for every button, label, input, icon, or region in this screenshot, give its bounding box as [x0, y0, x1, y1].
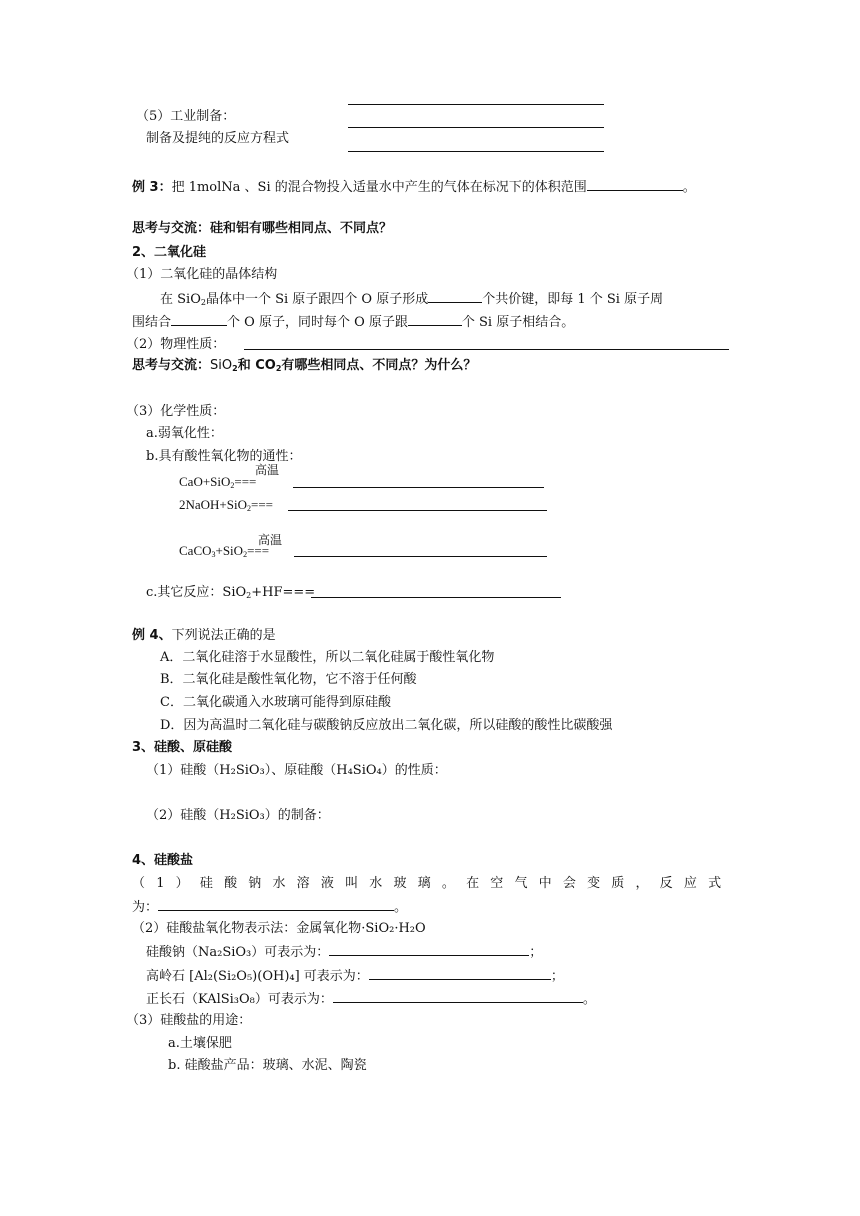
- section-2-p3: （3）化学性质：: [126, 404, 226, 419]
- use-b: b. 硅酸盐产品：玻璃、水泥、陶瓷: [168, 1058, 367, 1073]
- text: 个共价键，即每 1 个 Si 原子周: [482, 292, 664, 307]
- subscript: 2: [232, 364, 238, 373]
- answer-line: [293, 487, 544, 488]
- section-5-label: （5）工业制备：: [136, 109, 236, 124]
- answer-blank: [408, 312, 462, 326]
- text: 2NaOH+SiO: [179, 497, 247, 512]
- section-2-p1: （1）二氧化硅的晶体结构: [126, 267, 278, 282]
- section-4-p2: （2）硅酸盐氧化物表示法：金属氧化物·SiO₂·H₂O: [132, 921, 426, 936]
- subscript: 2: [247, 504, 251, 513]
- example-4-prefix: 例 4、: [132, 628, 172, 643]
- section-2-body-2: [132, 312, 574, 332]
- answer-blank: [428, 289, 482, 303]
- reaction-condition: 高温: [258, 533, 283, 547]
- think-label: 思考与交流：: [132, 358, 211, 373]
- answer-blank: [369, 966, 551, 980]
- text: 在 SiO: [160, 292, 201, 307]
- subscript: 2: [200, 298, 206, 307]
- section-4-p1-cont: [132, 897, 407, 917]
- equation-3: [179, 542, 269, 560]
- section-2-p2: （2）物理性质：: [126, 337, 226, 352]
- think-discuss-2: [132, 357, 476, 375]
- equation-2: [179, 496, 273, 514]
- equation-1: [179, 473, 256, 491]
- subscript: 3: [211, 550, 216, 559]
- option-c: C．二氧化碳通入水玻璃可能得到原硅酸: [160, 695, 391, 710]
- text: SiO: [210, 358, 233, 373]
- text: 和 CO: [237, 358, 276, 373]
- kaolinite: [146, 966, 564, 986]
- subscript: 2: [246, 591, 252, 600]
- text: 有哪些相同点、不同点？为什么？: [281, 358, 477, 373]
- text: CaO+SiO: [179, 474, 231, 489]
- text: 晶体中一个 Si 原子跟四个 O 原子形成: [205, 292, 429, 307]
- sodium-silicate: [146, 942, 542, 962]
- equals-sign: ===: [234, 474, 257, 489]
- property-a: a.弱氧化性：: [146, 426, 223, 441]
- answer-line: [294, 556, 547, 557]
- section-3-title: 3、硅酸、原硅酸: [132, 740, 233, 755]
- answer-blank: [171, 312, 227, 326]
- text: ；: [550, 969, 564, 984]
- option-d: D．因为高温时二氧化硅与碳酸钠反应放出二氧化碳，所以硅酸的酸性比碳酸强: [160, 718, 613, 733]
- text: +SiO: [215, 543, 244, 558]
- answer-blank: [329, 942, 529, 956]
- answer-line: [311, 597, 561, 598]
- section-5-sublabel: 制备及提纯的反应方程式: [146, 131, 290, 146]
- section-4-p3: （3）硅酸盐的用途：: [126, 1013, 252, 1028]
- section-3-p2: （2）硅酸（H₂SiO₃）的制备：: [146, 808, 330, 823]
- example-3-end: 。: [682, 180, 696, 195]
- text: 高岭石 [Al₂(Si₂O₅)(OH)₄] 可表示为：: [146, 969, 369, 984]
- orthoclase: [146, 989, 596, 1009]
- answer-blank: [158, 897, 394, 911]
- example-3: [132, 177, 696, 197]
- answer-line: [348, 151, 604, 152]
- text: CaCO: [179, 543, 212, 558]
- subscript: 2: [243, 550, 248, 559]
- text: +HF===: [251, 585, 316, 600]
- text: 正长石（KAlSi₃O₈）可表示为：: [146, 992, 333, 1007]
- answer-blank: [333, 989, 583, 1003]
- section-4-p1: （1）硅酸钠水溶液叫水玻璃。在空气中会变质，反应式: [132, 876, 733, 891]
- answer-line: [288, 510, 547, 511]
- section-2-title: 2、二氧化硅: [132, 245, 207, 260]
- option-a: A．二氧化硅溶于水显酸性，所以二氧化硅属于酸性氧化物: [160, 650, 495, 665]
- think-text: 硅和铝有哪些相同点、不同点？: [210, 221, 393, 236]
- example-4: [132, 627, 276, 645]
- text: 。: [394, 900, 408, 915]
- section-4-title: 4、硅酸盐: [132, 853, 194, 868]
- text: c.其它反应：SiO: [146, 585, 247, 600]
- option-b: B．二氧化硅是酸性氧化物，它不溶于任何酸: [160, 672, 417, 687]
- property-c: [146, 584, 315, 602]
- use-a: a.土壤保肥: [168, 1036, 232, 1051]
- text: 围结合: [132, 315, 172, 330]
- section-2-body-1: [160, 289, 663, 309]
- reaction-condition: 高温: [255, 463, 280, 477]
- subscript: 2: [230, 481, 235, 490]
- answer-blank: [587, 177, 683, 191]
- section-3-p1: （1）硅酸（H₂SiO₃）、原硅酸（H₄SiO₄）的性质：: [146, 763, 447, 778]
- example-3-text: 把 1molNa 、Si 的混合物投入适量水中产生的气体在标况下的体积范围: [171, 180, 587, 195]
- answer-line: [348, 104, 604, 105]
- answer-line: [244, 349, 729, 350]
- equals-sign: ===: [251, 497, 273, 512]
- text: ；: [529, 945, 543, 960]
- text: 个 Si 原子相结合。: [461, 315, 575, 330]
- subscript: 2: [275, 364, 282, 373]
- property-b: b.具有酸性氧化物的通性：: [146, 449, 302, 464]
- text: 为：: [132, 900, 159, 915]
- answer-line: [348, 127, 604, 128]
- think-label: 思考与交流：: [132, 221, 211, 236]
- example-4-text: 下列说法正确的是: [171, 628, 276, 643]
- text: 硅酸钠（Na₂SiO₃）可表示为：: [146, 945, 330, 960]
- equals-sign: ===: [247, 543, 270, 558]
- think-discuss-1: [132, 220, 392, 238]
- example-3-prefix: 例 3：: [132, 180, 172, 195]
- text: 。: [582, 992, 596, 1007]
- text: 个 O 原子，同时每个 O 原子跟: [227, 315, 408, 330]
